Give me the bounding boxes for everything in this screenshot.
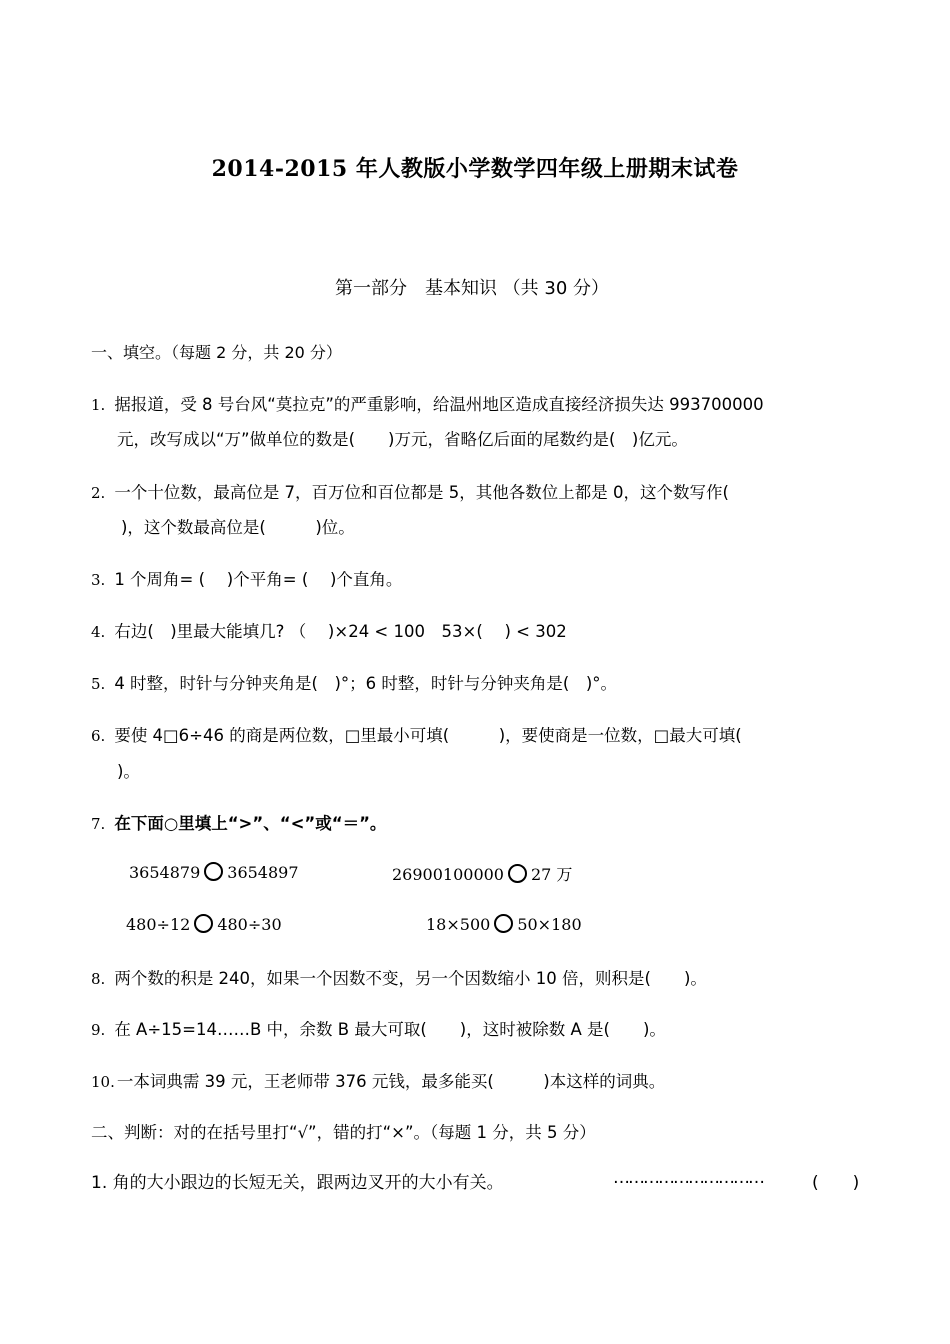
compare-item-4: [426, 914, 582, 934]
question-10: [91, 1068, 665, 1092]
question-number: 5.: [91, 675, 106, 693]
question-6: [91, 722, 742, 746]
question-text: 在下面○里填上“>”、“<”或“＝”。: [114, 814, 387, 833]
question-4: [91, 618, 567, 642]
exam-title: 2014-2015 年人教版小学数学四年级上册期末试卷: [211, 156, 739, 182]
question-text: 要使 4□6÷46 的商是两位数，□里最小可填( )，要使商是一位数，□最大可填(: [114, 726, 742, 745]
question-text: 据报道，受 8 号台风“莫拉克”的严重影响，给温州地区造成直接经济损失达 993700000: [114, 395, 764, 414]
question-text: 两个数的积是 240，如果一个因数不变，另一个因数缩小 10 倍，则积是( )。: [114, 969, 707, 988]
question-number: 6.: [91, 727, 106, 745]
compare-left: 480÷12: [126, 915, 191, 934]
compare-item-1: [129, 862, 299, 882]
judge-item-1: 1. 角的大小跟边的长短无关，跟两边叉开的大小有关。: [91, 1173, 504, 1193]
section2-heading: 二、判断：对的在括号里打“√”，错的打“×”。（每题 1 分，共 5 分）: [91, 1123, 596, 1142]
circle-blank[interactable]: [194, 914, 213, 933]
question-text: 右边( )里最大能填几? （ )×24 < 100 53×( ) < 302: [114, 622, 567, 641]
compare-right: 480÷30: [217, 915, 282, 934]
question-text: 在 A÷15=14……B 中，余数 B 最大可取( )，这时被除数 A 是( )。: [114, 1020, 666, 1039]
question-number: 8.: [91, 970, 106, 988]
question-number: 3.: [91, 571, 106, 589]
compare-right: 3654897: [227, 863, 299, 882]
question-number: 9.: [91, 1021, 106, 1039]
question-1: [91, 391, 764, 415]
question-8: [91, 965, 707, 989]
compare-left: 3654879: [129, 863, 201, 882]
compare-right: 27 万: [530, 865, 573, 884]
section1-heading: 一、填空。（每题 2 分，共 20 分）: [91, 343, 342, 362]
compare-left: 18×500: [426, 915, 491, 934]
leader-dots: …………………………: [613, 1168, 763, 1188]
compare-item-2: [392, 862, 572, 885]
question-number: 1.: [91, 396, 106, 414]
question-text: 1 个周角= ( )个平角= ( )个直角。: [114, 570, 403, 589]
question-5: [91, 670, 617, 694]
question-6-line2: )。: [117, 762, 140, 781]
question-text: 4 时整，时针与分钟夹角是( )°；6 时整，时针与分钟夹角是( )°。: [114, 674, 618, 693]
question-text: 一个十位数，最高位是 7，百万位和百位都是 5，其他各数位上都是 0，这个数写作(: [114, 483, 729, 502]
question-2-line2: )，这个数最高位是( )位。: [121, 518, 355, 537]
compare-right: 50×180: [517, 915, 582, 934]
question-9: [91, 1016, 666, 1040]
circle-blank[interactable]: [508, 864, 527, 883]
part-heading: 第一部分 基本知识 （共 30 分）: [334, 278, 610, 299]
question-number: 2.: [91, 484, 106, 502]
circle-blank[interactable]: [494, 914, 513, 933]
question-7: [91, 810, 386, 834]
compare-left: 26900100000: [392, 865, 504, 884]
question-number: 10.: [91, 1073, 115, 1091]
circle-blank[interactable]: [204, 862, 223, 881]
question-1-line2: 元，改写成以“万”做单位的数是( )万元，省略亿后面的尾数约是( )亿元。: [117, 430, 688, 449]
question-number: 7.: [91, 815, 106, 833]
question-text: 一本词典需 39 元，王老师带 376 元钱，最多能买( )本这样的词典。: [116, 1072, 666, 1091]
question-3: [91, 566, 402, 590]
question-2: [91, 479, 729, 503]
answer-paren[interactable]: ( ): [812, 1173, 860, 1193]
compare-item-3: [126, 914, 282, 934]
question-number: 4.: [91, 623, 106, 641]
